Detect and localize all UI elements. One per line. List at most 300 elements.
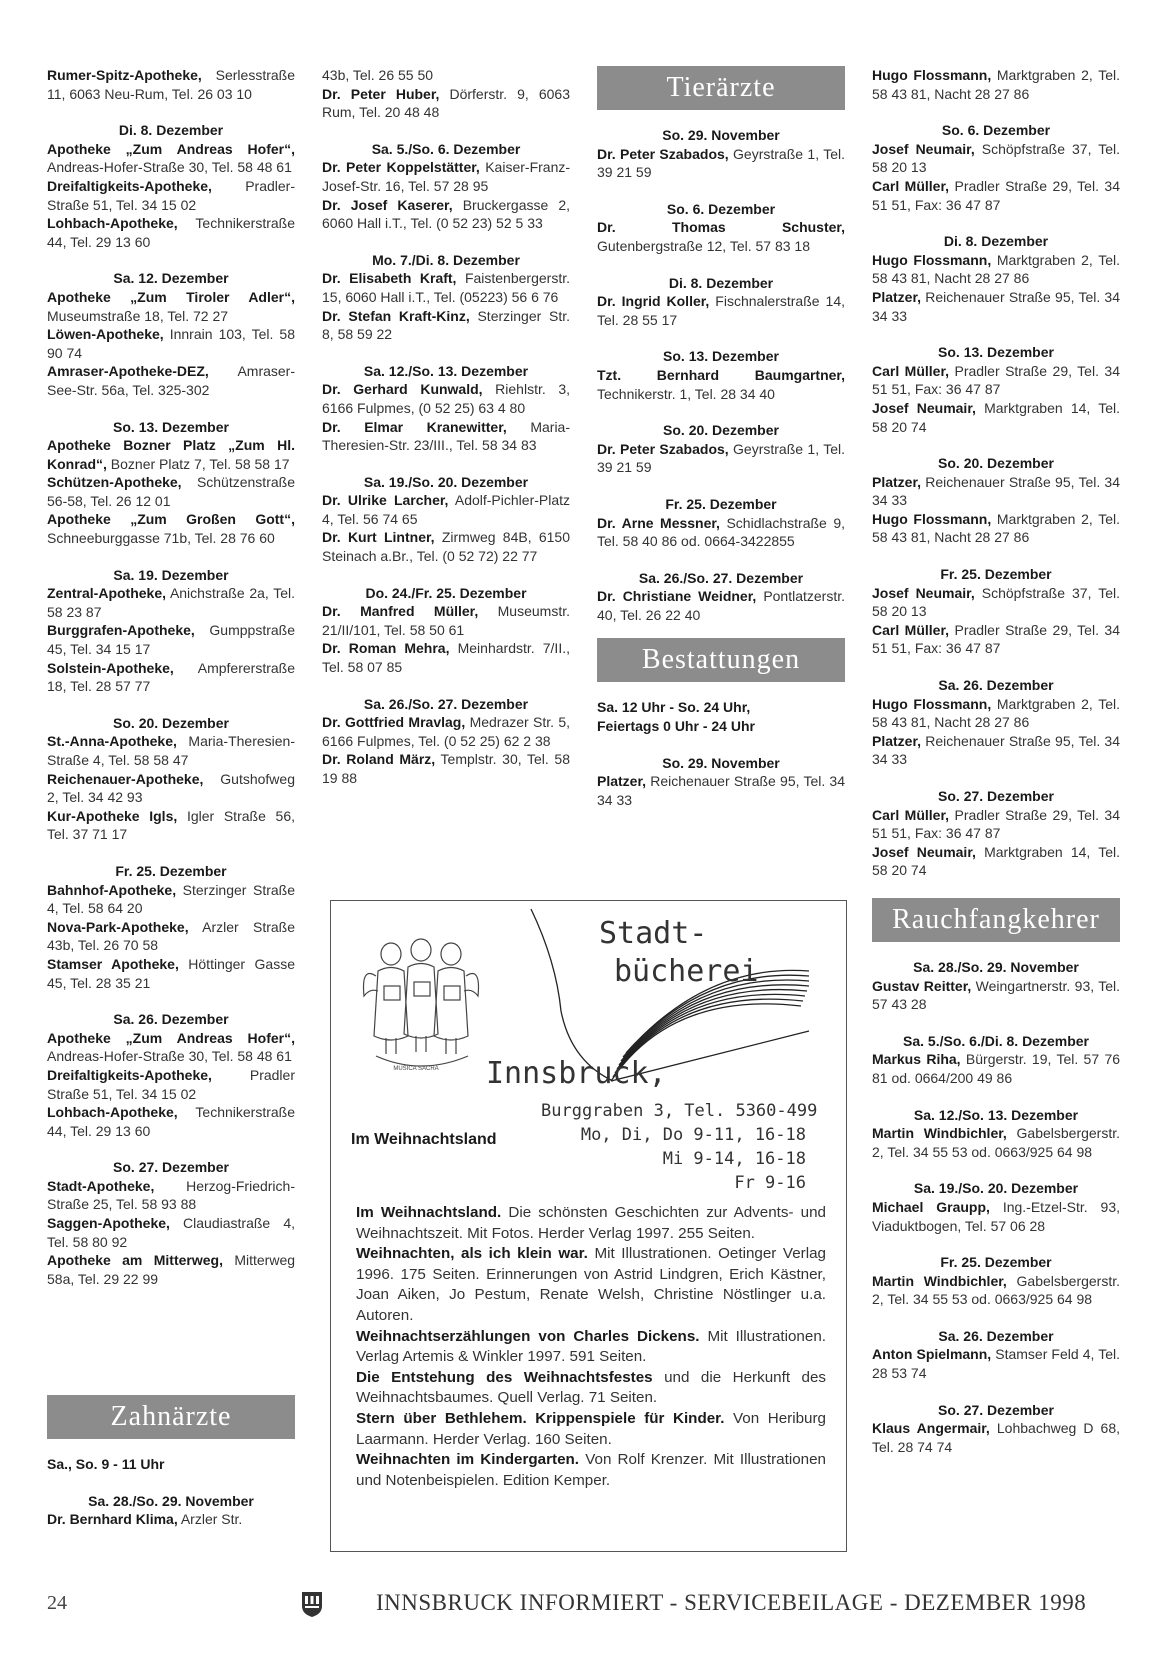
entry-details: Technikerstr. 1, Tel. 28 34 40: [597, 385, 775, 402]
date-block: [872, 1106, 1120, 1162]
entry-details: Weingartnerstr. 93, Tel. 57 43 28: [872, 977, 1120, 1013]
date-heading: So. 29. November: [662, 754, 780, 771]
entry-name: Dr. Ingrid Koller,: [597, 293, 710, 310]
listing-entry: [47, 214, 295, 251]
date-block: [872, 232, 1120, 325]
entry-details: Bürgerstr. 19, Tel. 57 76 81 od. 0664/200 49 86: [872, 1051, 1121, 1086]
entry-details: Museumstraße 18, Tel. 72 27: [47, 307, 229, 324]
listing-entry: [47, 881, 295, 918]
entry-name: Bahnhof-Apotheke,: [47, 881, 177, 898]
chimney-sweeps-list: [872, 958, 1120, 1456]
entry-details: Pradler Straße 29, Tel. 34 51 51, Fax: 36 47 87: [872, 806, 1120, 842]
entry-details: Kaiser-Franz-Josef-Str. 16, Tel. 57 28 95: [322, 159, 571, 194]
entry-name: Carl Müller,: [872, 806, 950, 823]
entry-details: Gutshofweg 2, Tel. 34 42 93: [47, 770, 295, 806]
date-block: [872, 1032, 1120, 1088]
entry-name: Josef Neumair,: [872, 399, 976, 416]
listing-entry: [47, 473, 295, 510]
date-block: [47, 269, 295, 399]
listing-entry: [47, 436, 295, 473]
library-address: Burggraben 3, Tel. 5360-499: [541, 1101, 818, 1121]
entry-name: Apotheke „Zum Tiroler Adler“,: [47, 288, 295, 305]
listing-entry: [597, 218, 845, 255]
date-heading: Di. 8. Dezember: [668, 274, 774, 291]
book-title: Im Weihnachtsland.: [356, 1204, 502, 1221]
date-heading: So. 13. Dezember: [113, 418, 229, 435]
entry-details: Herzog-Friedrich-Straße 25, Tel. 58 93 88: [47, 1177, 295, 1213]
entry-details: Lohbachweg D 68, Tel. 28 74 74: [872, 1420, 1120, 1455]
entry-details: Fischnalerstraße 14, Tel. 28 55 17: [597, 293, 845, 328]
entry-details: Marktgraben 14, Tel. 58 20 74: [872, 843, 1120, 879]
entry-name: Dr. Bernhard Klima,: [47, 1511, 178, 1528]
entry-details: Marktgraben 2, Tel. 58 43 81, Nacht 28 27 86: [872, 67, 1120, 102]
banner-rauchfangkehrer: Rauchfangkehrer: [872, 898, 1120, 942]
entry-details: Mitterweg 58a, Tel. 29 22 99: [47, 1252, 296, 1287]
date-heading: Fr. 25. Dezember: [115, 862, 227, 879]
entry-details: Bruckergasse 2, 6060 Hall i.T., Tel. (0 52 23) 52 5 33: [322, 196, 571, 232]
listing-entry: [47, 288, 295, 325]
entry-details: Pontlatzerstr. 40, Tel. 26 22 40: [597, 588, 846, 623]
entry-name: Stamser Apotheke,: [47, 955, 179, 972]
entry-details: Reichenauer Straße 95, Tel. 34 34 33: [597, 773, 845, 808]
entry-details: Geyrstraße 1, Tel. 39 21 59: [597, 440, 845, 476]
listing-entry: [47, 1251, 295, 1288]
listing-entry: [322, 602, 570, 639]
entry-details: Medrazer Str. 5, 6166 Fulpmes, Tel. (0 52 25) 62 2 38: [322, 714, 571, 749]
entry-details: Museumstr. 21/II/101, Tel. 58 50 61: [322, 603, 570, 638]
column-dentists: [322, 66, 570, 806]
entry-details: Gabelsbergerstr. 2, Tel. 34 55 53 od. 0663/925 64 98: [872, 1125, 1121, 1160]
entry-details: Technikerstraße 44, Tel. 29 13 60: [47, 215, 295, 250]
entry-name: Dreifaltigkeits-Apotheke,: [47, 1066, 212, 1083]
book-entry: [356, 1368, 826, 1409]
date-heading: So. 20. Dezember: [663, 422, 779, 439]
entry-name: Dr. Thomas Schuster,: [597, 219, 845, 236]
entry-details: Schützenstraße 56-58, Tel. 26 12 01: [47, 474, 295, 509]
date-block: [322, 473, 570, 566]
banner-bestattungen: Bestattungen: [597, 638, 845, 682]
book-entry: [356, 1450, 826, 1491]
date-block: [597, 495, 845, 551]
entry-details: Stamser Feld 4, Tel. 28 53 74: [872, 1346, 1120, 1382]
entry-name: Saggen-Apotheke,: [47, 1215, 170, 1232]
entry-details: Ing.-Etzel-Str. 93, Viaduktbogen, Tel. 57 06 28: [872, 1198, 1120, 1234]
entry-details: Maria-Theresien-Straße 4, Tel. 58 58 47: [47, 733, 295, 768]
date-heading: Fr. 25. Dezember: [665, 495, 777, 512]
listing-entry: [47, 1177, 295, 1214]
date-block: [597, 200, 845, 256]
entry-name: Dr. Kurt Lintner,: [322, 529, 435, 546]
entry-details: Marktgraben 2, Tel. 58 43 81, Nacht 28 27 86: [872, 251, 1120, 287]
listing-entry: [47, 621, 295, 658]
entry-name: Carl Müller,: [872, 177, 950, 194]
column-services: [872, 66, 1120, 1474]
book-list: [356, 1203, 826, 1491]
date-heading: Sa. 12./So. 13. Dezember: [913, 1106, 1079, 1123]
date-block: [872, 121, 1120, 214]
entry-details: Pradler Straße 29, Tel. 34 51 51, Fax: 36 47 87: [872, 177, 1120, 213]
date-heading: Sa. 5./So. 6./Di. 8. Dezember: [903, 1032, 1089, 1049]
listing-entry: [47, 659, 295, 696]
listing-entry: [872, 66, 1120, 103]
entry-name: Dr. Peter Szabados,: [597, 145, 729, 162]
library-city: Innsbruck,: [486, 1056, 667, 1091]
listing-entry: [597, 587, 845, 624]
entry-details: Technikerstraße 44, Tel. 29 13 60: [47, 1104, 295, 1139]
funeral-hours-1: Sa. 12 Uhr - So. 24 Uhr,: [597, 699, 751, 716]
entry-name: Dr. Ulrike Larcher,: [322, 492, 449, 509]
entry-details: Schöpfstraße 37, Tel. 58 20 13: [872, 584, 1120, 620]
listing-entry: [872, 584, 1120, 621]
date-block: [47, 566, 295, 696]
dentist-hours: Sa., So. 9 - 11 Uhr: [47, 1456, 165, 1472]
entry-details: Reichenauer Straße 95, Tel. 34 34 33: [872, 473, 1120, 509]
ad-heading: Im Weihnachtsland: [351, 1131, 497, 1148]
date-heading: Sa. 19./So. 20. Dezember: [913, 1180, 1079, 1197]
entry-name: Lohbach-Apotheke,: [47, 1104, 178, 1121]
book-entry: [356, 1327, 826, 1368]
entry-details: Pradler-Straße 51, Tel. 34 15 02: [47, 177, 295, 213]
entry-details: Amraser-See-Str. 56a, Tel. 325-302: [47, 363, 295, 398]
listing-entry: [322, 639, 570, 676]
entry-details: Andreas-Hofer-Straße 30, Tel. 58 48 61: [47, 159, 292, 176]
listing-entry: [872, 806, 1120, 843]
listing-entry: [322, 85, 570, 122]
date-heading: So. 13. Dezember: [663, 348, 779, 365]
listing-entry: [597, 366, 845, 403]
listing-entry: [322, 418, 570, 455]
date-heading: Do. 24./Fr. 25. Dezember: [365, 584, 527, 601]
entry-name: Dr. Peter Szabados,: [597, 440, 729, 457]
listing-entry: [872, 177, 1120, 214]
date-block: [47, 862, 295, 992]
entry-name: Rumer-Spitz-Apotheke,: [47, 67, 202, 83]
entry-name: Dr. Elisabeth Kraft,: [322, 270, 457, 287]
book-details: Mit Illustrationen. Verlag Artemis & Winkler 1997. 591 Seiten.: [356, 1327, 826, 1366]
entry-name: Reichenauer-Apotheke,: [47, 770, 204, 787]
book-details: Von Heriburg Laarmann. Herder Verlag. 160 Seiten.: [356, 1409, 826, 1448]
entry-details: Sterzinger Str. 8, 58 59 22: [322, 307, 571, 343]
entry-name: Amraser-Apotheke-DEZ,: [47, 363, 209, 380]
entry-name: Hugo Flossmann,: [872, 251, 992, 268]
listing-entry: [47, 1103, 295, 1140]
entry-name: Apotheke „Zum Andreas Hofer“,: [47, 1029, 295, 1046]
date-block: [597, 421, 845, 477]
entry-name: Dr. Arne Messner,: [597, 514, 720, 531]
listing-entry: [322, 750, 570, 787]
illustration-caption: MUSICA SACRA: [393, 1066, 439, 1072]
date-block: [322, 140, 570, 233]
listing-entry: [872, 1345, 1120, 1382]
entry-name: Dr. Josef Kaserer,: [322, 196, 453, 213]
date-heading: So. 27. Dezember: [938, 1401, 1054, 1418]
listing-entry: [597, 292, 845, 329]
book-entry: [356, 1244, 826, 1326]
entry-name: Apotheke am Mitterweg,: [47, 1252, 223, 1269]
entry-name: Dr. Christiane Weidner,: [597, 588, 757, 605]
entry-details: Pradler Straße 29, Tel. 34 51 51, Fax: 36 47 87: [872, 362, 1120, 398]
section-dentists-start: [47, 1393, 295, 1529]
entry-details: Schidlachstraße 9, Tel. 58 40 86 od. 0664-3422855: [597, 514, 845, 550]
listing-entry: [47, 732, 295, 769]
listing-entry: [47, 955, 295, 992]
date-heading: So. 20. Dezember: [938, 455, 1054, 472]
listing-entry: [47, 584, 295, 621]
entry-details: 43b, Tel. 26 55 50: [322, 67, 434, 83]
book-details: und die Herkunft des Weihnachtsbaumes. Quell Verlag. 71 Seiten.: [356, 1368, 827, 1407]
page-number: 24: [47, 1592, 67, 1614]
entry-details: Faistenbergerstr. 15, 6060 Hall i.T., Tel. (05223) 56 6 76: [322, 270, 570, 305]
date-heading: Sa. 12. Dezember: [113, 270, 229, 287]
entry-name: Kur-Apotheke Igls,: [47, 807, 178, 824]
entry-name: Dr. Elmar Kranewitter,: [322, 418, 507, 435]
date-block: [322, 695, 570, 788]
date-heading: Sa. 28./So. 29. November: [88, 1492, 254, 1509]
entry-name: Carl Müller,: [872, 621, 950, 638]
listing-entry: [597, 145, 845, 182]
listing-entry: [872, 473, 1120, 510]
listing-entry: [872, 843, 1120, 880]
listing-entry: [47, 177, 295, 214]
date-block: [872, 1179, 1120, 1235]
listing-entry: [322, 269, 570, 306]
opening-hours-2: Mi 9-14, 16-18: [662, 1149, 806, 1169]
library-title-line2: bücherei: [614, 954, 759, 989]
entry-name: Anton Spielmann,: [872, 1346, 992, 1363]
entry-name: Michael Graupp,: [872, 1198, 990, 1215]
opening-hours-1: Mo, Di, Do 9-11, 16-18: [580, 1125, 806, 1145]
entry-details: Gumppstraße 45, Tel. 34 15 17: [47, 622, 295, 658]
date-heading: So. 6. Dezember: [941, 122, 1051, 139]
date-block: [322, 584, 570, 677]
listing-entry: [322, 307, 570, 344]
entry-details: Sterzinger Straße 4, Tel. 58 64 20: [47, 881, 295, 917]
listing-entry: [872, 510, 1120, 547]
funeral-hours-2: Feiertags 0 Uhr - 24 Uhr: [597, 718, 755, 735]
date-block: [597, 569, 845, 625]
publication-title: INNSBRUCK INFORMIERT - SERVICEBEILAGE - DEZEMBER 1998: [376, 1590, 1087, 1615]
date-block: [597, 274, 845, 330]
entry-details: Dörferstr. 9, 6063 Rum, Tel. 20 48 48: [322, 85, 571, 121]
listing-entry: [47, 510, 295, 547]
listing-entry: [322, 380, 570, 417]
entry-details: Templstr. 30, Tel. 58 19 88: [322, 751, 571, 786]
date-block: [47, 66, 295, 103]
date-heading: So. 13. Dezember: [938, 344, 1054, 361]
entry-name: Hugo Flossmann,: [872, 67, 992, 83]
library-ad-box: [330, 900, 847, 1552]
book-details: Von Rolf Krenzer. Mit Illustrationen und Notenbeispielen. Edition Kemper.: [356, 1451, 826, 1489]
date-block: [47, 121, 295, 251]
date-heading: Sa. 26./So. 27. Dezember: [363, 695, 529, 712]
date-heading: Sa. 26. Dezember: [113, 1011, 229, 1028]
entry-name: Nova-Park-Apotheke,: [47, 918, 189, 935]
entry-name: Dr. Roman Mehra,: [322, 640, 450, 657]
book-title: Die Entstehung des Weihnachtsfestes: [356, 1368, 653, 1386]
book-details: Die schönsten Geschichten zur Advents- und Weihnachtszeit. Mit Fotos. Herder Verlag 1997. 255 Seiten.: [356, 1204, 826, 1242]
entry-details: Reichenauer Straße 95, Tel. 34 34 33: [872, 288, 1120, 324]
listing-entry: [322, 491, 570, 528]
listing-entry: [872, 1272, 1120, 1309]
listing-entry: [47, 1214, 295, 1251]
date-block: [872, 1253, 1120, 1309]
date-block: [322, 66, 570, 122]
entry-name: Markus Riha,: [872, 1051, 961, 1068]
book-title: Weihnachtserzählungen von Charles Dickens.: [356, 1327, 700, 1345]
date-block: [872, 1327, 1120, 1383]
entry-name: Dr. Peter Koppelstätter,: [322, 159, 480, 176]
listing-entry: [322, 713, 570, 750]
date-heading: Fr. 25. Dezember: [940, 1254, 1052, 1271]
listing-entry: [872, 1124, 1120, 1161]
page-footer: [0, 1588, 1167, 1628]
date-heading: So. 29. November: [662, 127, 780, 143]
entry-name: Lohbach-Apotheke,: [47, 215, 178, 232]
entry-name: Stadt-Apotheke,: [47, 1177, 155, 1194]
entry-name: Josef Neumair,: [872, 140, 975, 157]
entry-details: Andreas-Hofer-Straße 30, Tel. 58 48 61: [47, 1048, 292, 1065]
entry-details: Höttinger Gasse 45, Tel. 28 35 21: [47, 955, 295, 991]
date-heading: So. 6. Dezember: [666, 200, 776, 217]
entry-details: Schneeburggasse 71b, Tel. 28 76 60: [47, 530, 275, 547]
entry-details: Pradler Straße 29, Tel. 34 51 51, Fax: 36 47 87: [872, 621, 1120, 657]
date-block: [47, 1158, 295, 1288]
date-block: [47, 714, 295, 844]
date-heading: Mo. 7./Di. 8. Dezember: [372, 251, 520, 268]
date-heading: Sa. 26./So. 27. Dezember: [638, 569, 804, 586]
opening-hours-3: Fr 9-16: [734, 1173, 806, 1193]
entry-details: Serlesstraße 11, 6063 Neu-Rum, Tel. 26 03 10: [47, 67, 295, 102]
entry-name: Josef Neumair,: [872, 843, 976, 860]
vets-list: [597, 126, 845, 624]
date-block: [322, 251, 570, 344]
column-pharmacies: [47, 66, 295, 1306]
entry-name: Klaus Angermair,: [872, 1420, 990, 1437]
listing-entry: [47, 325, 295, 362]
listing-entry: [597, 772, 845, 809]
listing-entry: [47, 1066, 295, 1103]
listing-entry: [597, 514, 845, 551]
listing-entry: [47, 807, 295, 844]
date-block: [872, 454, 1120, 547]
entry-name: Zentral-Apotheke,: [47, 585, 167, 602]
listing-entry: [47, 140, 295, 177]
banner-tieraerzte: Tierärzte: [597, 66, 845, 110]
banner-zahnaerzte: Zahnärzte: [47, 1395, 295, 1439]
listing-entry: [872, 1419, 1120, 1456]
entry-name: Carl Müller,: [872, 362, 950, 379]
entry-details: Pradler Straße 51, Tel. 34 15 02: [47, 1066, 295, 1102]
entry-name: Solstein-Apotheke,: [47, 659, 174, 676]
entry-name: Dr. Stefan Kraft-Kinz,: [322, 307, 470, 324]
listing-entry: [47, 66, 295, 103]
entry-details: Geyrstraße 1, Tel. 39 21 59: [597, 145, 845, 181]
date-block: [47, 418, 295, 548]
date-heading: So. 27. Dezember: [113, 1159, 229, 1176]
date-heading: Sa. 19. Dezember: [113, 566, 229, 583]
date-heading: Fr. 25. Dezember: [940, 566, 1052, 583]
entry-name: Platzer,: [872, 473, 922, 490]
date-block: [47, 1010, 295, 1140]
date-heading: Sa. 12./So. 13. Dezember: [363, 362, 529, 379]
entry-details: Zirmweg 84B, 6150 Steinach a.Br., Tel. (0 52 72) 22 77: [322, 529, 570, 565]
date-block: [872, 958, 1120, 1014]
book-entry: [356, 1409, 826, 1450]
listing-entry: [872, 362, 1120, 399]
listing-entry: [872, 977, 1120, 1014]
entry-name: Apotheke Bozner Platz „Zum Hl. Konrad“,: [47, 437, 295, 472]
entry-name: Platzer,: [597, 773, 647, 790]
entry-details: Bozner Platz 7, Tel. 58 58 17: [110, 455, 290, 472]
listing-entry: [47, 1510, 295, 1529]
date-heading: Di. 8. Dezember: [943, 233, 1049, 250]
entry-name: Gustav Reitter,: [872, 977, 972, 994]
library-title-line1: Stadt-: [599, 916, 708, 951]
date-block: [872, 565, 1120, 658]
entry-details: Claudiastraße 4, Tel. 58 80 92: [47, 1215, 296, 1250]
date-block: [872, 787, 1120, 880]
date-heading: So. 27. Dezember: [938, 788, 1054, 804]
entry-name: St.-Anna-Apotheke,: [47, 733, 177, 750]
listing-entry: [872, 251, 1120, 288]
date-heading: So. 20. Dezember: [113, 714, 229, 731]
entry-details: Marktgraben 2, Tel. 58 43 81, Nacht 28 27 86: [872, 510, 1120, 546]
entry-name: Dreifaltigkeits-Apotheke,: [47, 177, 212, 194]
entry-name: Platzer,: [872, 288, 922, 305]
listing-entry: [322, 158, 570, 195]
entry-name: Martin Windbichler,: [872, 1125, 1007, 1142]
entry-name: Josef Neumair,: [872, 584, 975, 601]
entry-name: Platzer,: [872, 732, 922, 749]
date-block: [322, 362, 570, 455]
listing-entry: [872, 1050, 1120, 1087]
entry-details: Meinhardstr. 7/II., Tel. 58 07 85: [322, 640, 570, 676]
entry-details: Arzler Straße 43b, Tel. 26 70 58: [47, 918, 295, 954]
date-block: [872, 676, 1120, 769]
listing-entry: [47, 918, 295, 955]
entry-name: Tzt. Bernhard Baumgartner,: [597, 366, 845, 383]
listing-entry: [872, 399, 1120, 436]
entry-details: Anichstraße 2a, Tel. 58 23 87: [47, 585, 295, 620]
listing-entry: [872, 288, 1120, 325]
entry-name: Apotheke „Zum Großen Gott“,: [47, 511, 295, 528]
entry-details: Gabelsbergerstr. 2, Tel. 34 55 53 od. 0663/925 64 98: [872, 1272, 1121, 1308]
entry-name: Dr. Peter Huber,: [322, 85, 440, 102]
date-heading: Sa. 5./So. 6. Dezember: [371, 140, 521, 157]
listing-entry: [872, 732, 1120, 769]
entry-name: Dr. Gerhard Kunwald,: [322, 381, 483, 398]
entry-details: Adolf-Pichler-Platz 4, Tel. 56 74 65: [322, 492, 571, 527]
entry-name: Löwen-Apotheke,: [47, 326, 164, 343]
entry-name: Martin Windbichler,: [872, 1272, 1007, 1289]
book-title: Stern über Bethlehem. Krippenspiele für Kinder.: [356, 1409, 725, 1427]
entry-details: Gutenbergstraße 12, Tel. 57 83 18: [597, 237, 810, 254]
entry-details: Marktgraben 2, Tel. 58 43 81, Nacht 28 27 86: [872, 695, 1120, 731]
listing-entry: [47, 362, 295, 399]
entry-name: Dr. Roland März,: [322, 751, 436, 768]
book-details: Mit Illustrationen. Oetinger Verlag 1996. 175 Seiten. Erinnerungen von Astrid Lindgren, Erich Kästner, Joan Aiken, Jo Pestum, Renate Welsh, Christine Nöstlinger u.a. Autoren.: [356, 1245, 826, 1324]
entry-details: Ampfererstraße 18, Tel. 28 57 77: [47, 659, 295, 695]
date-heading: Sa. 26. Dezember: [938, 677, 1054, 694]
entry-details: Innrain 103, Tel. 58 90 74: [47, 326, 295, 361]
listing-entry: [322, 528, 570, 565]
listing-entry: [322, 66, 570, 85]
listing-entry: [47, 770, 295, 807]
entry-name: Hugo Flossmann,: [872, 695, 992, 712]
book-entry: [356, 1203, 826, 1244]
entry-details: Arzler Str.: [180, 1511, 243, 1528]
date-heading: Sa. 19./So. 20. Dezember: [363, 473, 529, 490]
